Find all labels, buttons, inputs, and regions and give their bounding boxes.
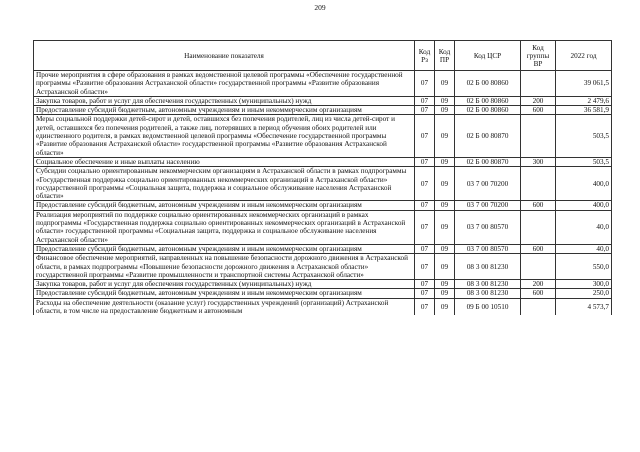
row-rz: 07	[415, 106, 435, 115]
row-rz: 07	[415, 254, 435, 280]
row-rz: 07	[415, 289, 435, 298]
row-rz: 07	[415, 71, 435, 97]
row-rz: 07	[415, 280, 435, 289]
row-name: Закупка товаров, работ и услуг для обеспечения государственных (муниципальных) нужд	[34, 96, 415, 105]
row-name: Финансовое обеспечение мероприятий, направленных на повышение безопасности дорожного движения в Астраханской области, в рамках подпрограммы «Повышение безопасности дорожного движения в Астраханской области» государственной программы «Развитие промышленности и транспортной системы Астраханской области»	[34, 254, 415, 280]
header-year: 2022 год	[556, 41, 612, 71]
row-vr: 600	[521, 106, 556, 115]
row-pr: 09	[435, 115, 455, 157]
row-rz: 07	[415, 115, 435, 157]
table-row	[34, 106, 612, 115]
table-row	[34, 244, 612, 253]
row-csr: 08 3 00 81230	[455, 289, 521, 298]
row-rz: 07	[415, 157, 435, 166]
header-pr: Код ПР	[435, 41, 455, 71]
table-row	[34, 115, 612, 157]
row-csr: 02 Б 00 80860	[455, 71, 521, 97]
row-name: Реализация мероприятий по поддержке социально ориентированных некоммерческих организаций в рамках подпрограммы «Государственная поддержка социально ориентированных некоммерческих организаций в Астраханской области» государственной программы «Социальная защита, поддержка и социальное обслуживание населения Астраханской области»	[34, 210, 415, 244]
row-amount: 300,0	[556, 280, 612, 289]
row-pr: 09	[435, 298, 455, 315]
header-row	[34, 41, 612, 71]
row-amount: 503,5	[556, 157, 612, 166]
row-name: Предоставление субсидий бюджетным, автономным учреждениям и иным некоммерческим организациям	[34, 289, 415, 298]
row-amount: 36 581,9	[556, 106, 612, 115]
row-csr: 03 7 00 80570	[455, 210, 521, 244]
header-name: Наименование показателя	[34, 41, 415, 71]
row-pr: 09	[435, 96, 455, 105]
row-name: Расходы на обеспечение деятельности (оказание услуг) государственных учреждений (организаций) Астраханской области, в том числе на предоставление бюджетным и автономным	[34, 298, 415, 315]
table-row	[34, 71, 612, 97]
row-pr: 09	[435, 254, 455, 280]
table-row	[34, 96, 612, 105]
row-pr: 09	[435, 280, 455, 289]
row-vr	[521, 71, 556, 97]
row-vr	[521, 298, 556, 315]
row-pr: 09	[435, 201, 455, 210]
row-rz: 07	[415, 96, 435, 105]
row-vr: 200	[521, 96, 556, 105]
row-amount: 400,0	[556, 201, 612, 210]
row-name: Закупка товаров, работ и услуг для обеспечения государственных (муниципальных) нужд	[34, 280, 415, 289]
table-row	[34, 157, 612, 166]
row-csr: 08 3 00 81230	[455, 280, 521, 289]
row-name: Социальное обеспечение и иные выплаты населению	[34, 157, 415, 166]
row-pr: 09	[435, 289, 455, 298]
row-vr	[521, 210, 556, 244]
row-name: Предоставление субсидий бюджетным, автономным учреждениям и иным некоммерческим организациям	[34, 106, 415, 115]
row-amount: 550,0	[556, 254, 612, 280]
row-vr: 600	[521, 201, 556, 210]
row-amount: 503,5	[556, 115, 612, 157]
row-amount: 400,0	[556, 167, 612, 201]
header-rz: Код Рз	[415, 41, 435, 71]
row-rz: 07	[415, 201, 435, 210]
row-amount: 40,0	[556, 244, 612, 253]
row-csr: 09 Б 00 10510	[455, 298, 521, 315]
row-pr: 09	[435, 167, 455, 201]
table-row	[34, 201, 612, 210]
row-csr: 03 7 00 70200	[455, 167, 521, 201]
row-csr: 02 Б 00 80860	[455, 96, 521, 105]
row-vr: 200	[521, 280, 556, 289]
row-csr: 08 3 00 81230	[455, 254, 521, 280]
row-vr	[521, 167, 556, 201]
row-name: Предоставление субсидий бюджетным, автономным учреждениям и иным некоммерческим организациям	[34, 244, 415, 253]
row-vr: 300	[521, 157, 556, 166]
row-csr: 03 7 00 80570	[455, 244, 521, 253]
table-row	[34, 210, 612, 244]
row-vr	[521, 254, 556, 280]
header-csr: Код ЦСР	[455, 41, 521, 71]
table-row	[34, 167, 612, 201]
page-number: 209	[314, 3, 326, 12]
row-amount: 2 479,6	[556, 96, 612, 105]
row-rz: 07	[415, 244, 435, 253]
row-pr: 09	[435, 210, 455, 244]
row-vr	[521, 115, 556, 157]
row-pr: 09	[435, 106, 455, 115]
row-name: Субсидии социально ориентированным некоммерческим организациям в Астраханской области в рамках подпрограммы «Государственная поддержка социально ориентированных некоммерческих организаций в Астраханской области» государственной программы «Социальная защита, поддержка и социальное обслуживание населения Астраханской области»	[34, 167, 415, 201]
row-pr: 09	[435, 244, 455, 253]
row-rz: 07	[415, 298, 435, 315]
row-pr: 09	[435, 71, 455, 97]
row-name: Предоставление субсидий бюджетным, автономным учреждениям и иным некоммерческим организациям	[34, 201, 415, 210]
table-row	[34, 280, 612, 289]
row-amount: 40,0	[556, 210, 612, 244]
row-name: Меры социальной поддержки детей-сирот и детей, оставшихся без попечения родителей, лиц из числа детей-сирот и детей, оставшихся без попечения родителей, а также лиц, потерявших в период обучения обоих родителей или единственного родителя, в рамках ведомственной целевой программы «Обеспечение государственной программы «Развитие образования Астраханской области» государственной программы «Развитие образования Астраханской области»	[34, 115, 415, 157]
row-csr: 03 7 00 70200	[455, 201, 521, 210]
row-amount: 39 061,5	[556, 71, 612, 97]
row-csr: 02 Б 00 80870	[455, 157, 521, 166]
row-csr: 02 Б 00 80860	[455, 106, 521, 115]
row-amount: 4 573,7	[556, 298, 612, 315]
header-vr: Код группы ВР	[521, 41, 556, 71]
row-vr: 600	[521, 244, 556, 253]
table-row	[34, 289, 612, 298]
row-name: Прочие мероприятия в сфере образования в рамках ведомственной целевой программы «Обеспечение государственной программы «Развитие образования Астраханской области» государственной программы «Развитие образования Астраханской области»	[34, 71, 415, 97]
row-csr: 02 Б 00 80870	[455, 115, 521, 157]
table-row	[34, 298, 612, 315]
table-row	[34, 254, 612, 280]
row-vr: 600	[521, 289, 556, 298]
row-amount: 250,0	[556, 289, 612, 298]
budget-table	[33, 40, 612, 315]
row-rz: 07	[415, 167, 435, 201]
row-rz: 07	[415, 210, 435, 244]
row-pr: 09	[435, 157, 455, 166]
